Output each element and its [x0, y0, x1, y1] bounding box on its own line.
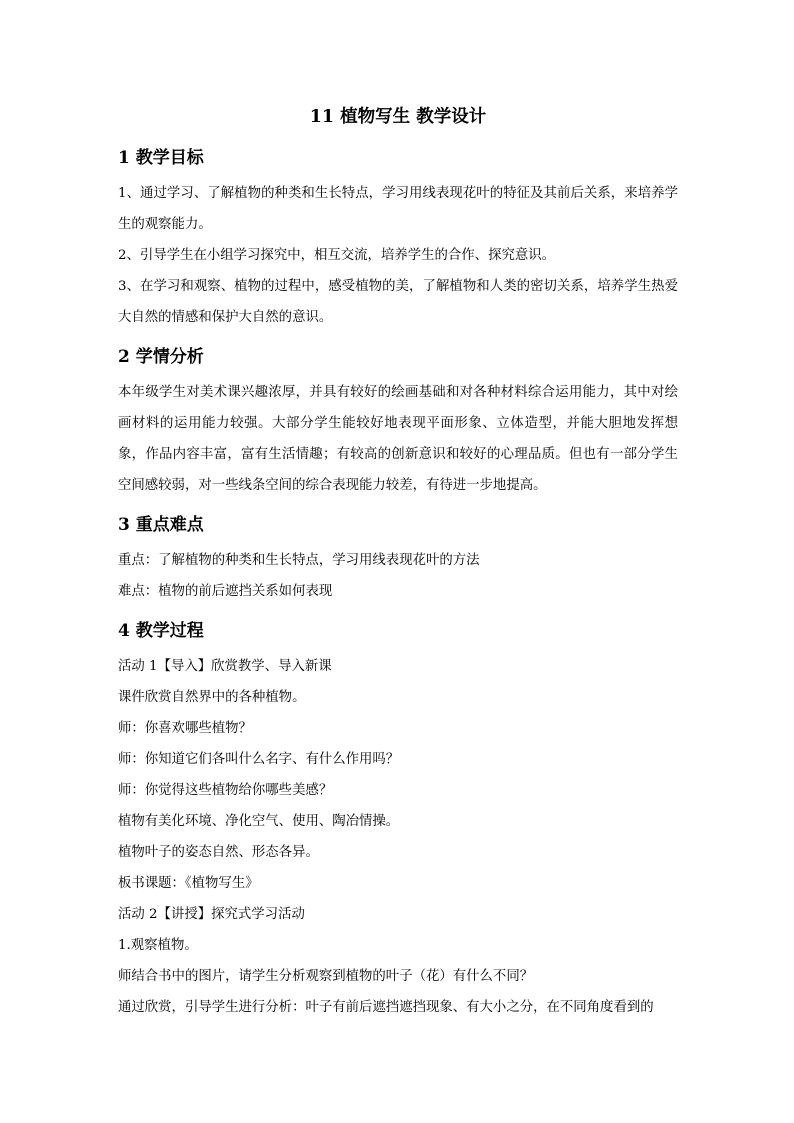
difficulty-line: 难点：植物的前后遮挡关系如何表现 — [118, 584, 333, 599]
document-body — [118, 104, 678, 1023]
section-heading-learner-analysis: 2 学情分析 — [118, 347, 204, 367]
analysis-paragraph: 本年级学生对美术课兴趣浓厚，并具有较好的绘画基础和对各种材料综合运用能力，其中对绘画材料的运用能力较强。大部分学生能较好地表现平面形象、立体造型，并能大胆地发挥想象，作品内容丰富，富有生活情趣；有较高的创新意识和较好的心理品质。但也有一部分学生空间感较弱，对一些线条空间的综合表现能力较差，有待进一步地提高。 — [118, 385, 678, 493]
process-line: 植物有美化环境、净化空气、使用、陶冶情操。 — [118, 814, 400, 829]
process-line: 板书课题：《植物写生》 — [118, 876, 259, 891]
process-line: 课件欣赏自然界中的各种植物。 — [118, 690, 306, 705]
objective-paragraph: 1、通过学习、了解植物的种类和生长特点，学习用线表现花叶的特征及其前后关系，来培养学生的观察能力。 — [118, 186, 678, 232]
process-line: 师结合书中的图片，请学生分析观察到植物的叶子（花）有什么不同？ — [118, 969, 534, 984]
process-line: 1.观察植物。 — [118, 938, 198, 953]
process-line: 活动 2【讲授】探究式学习活动 — [118, 907, 305, 922]
key-point-line: 重点：了解植物的种类和生长特点，学习用线表现花叶的方法 — [118, 553, 480, 568]
section-heading-key-points: 3 重点难点 — [118, 515, 204, 535]
objective-paragraph: 3、在学习和观察、植物的过程中，感受植物的美，了解植物和人类的密切关系，培养学生热爱大自然的情感和保护大自然的意识。 — [118, 279, 678, 325]
process-line: 师：你觉得这些植物给你哪些美感？ — [118, 783, 333, 798]
process-line: 通过欣赏，引导学生进行分析：叶子有前后遮挡遮挡现象、有大小之分，在不同角度看到的 — [118, 1000, 654, 1015]
section-heading-objectives: 1 教学目标 — [118, 148, 204, 168]
process-line: 活动 1【导入】欣赏教学、导入新课 — [118, 659, 332, 674]
process-line: 师：你知道它们各叫什么名字、有什么作用吗？ — [118, 752, 400, 767]
process-line: 植物叶子的姿态自然、形态各异。 — [118, 845, 319, 860]
section-heading-teaching-process: 4 教学过程 — [118, 621, 204, 641]
process-line: 师：你喜欢哪些植物？ — [118, 721, 252, 736]
objective-paragraph: 2、引导学生在小组学习探究中，相互交流，培养学生的合作、探究意识。 — [118, 248, 556, 263]
document-title: 11 植物写生 教学设计 — [309, 107, 487, 127]
